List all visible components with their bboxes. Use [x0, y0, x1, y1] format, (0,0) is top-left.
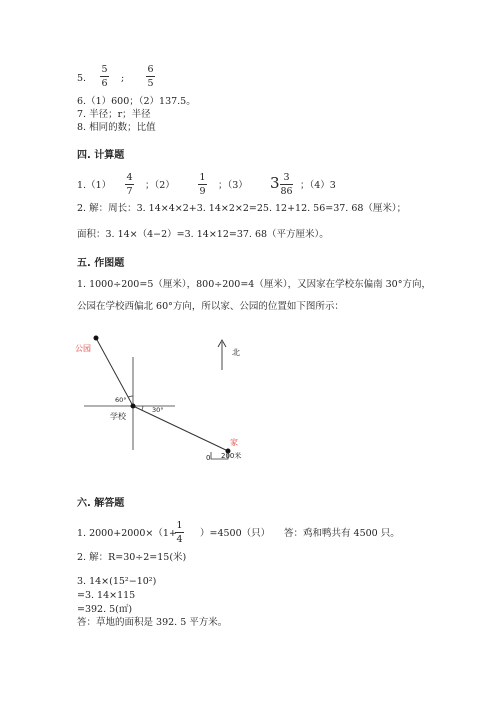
north-label: 北	[232, 348, 240, 357]
section-4-heading: 四. 计算题	[77, 150, 125, 161]
ans1-expression-start: 1. 2000+2000×（1+	[77, 528, 177, 539]
numerator: 6	[147, 64, 154, 75]
ans3-line1: 3. 14×(15²−10²)	[77, 576, 157, 587]
ans3-line2: =3. 14×115	[77, 590, 136, 601]
draw1-line2: 公园在学校西偏北 60°方向，所以家、公园的位置如下图所示：	[77, 301, 344, 312]
angle-60-label: 60°	[115, 396, 127, 404]
school-label: 学校	[110, 412, 126, 421]
calc1-part4: ；（4）3	[300, 180, 336, 191]
school-point	[131, 404, 136, 409]
school-to-home-line	[133, 406, 228, 451]
denominator: 6	[101, 78, 108, 89]
calc1-part3: ；（3）	[218, 180, 248, 191]
park-point	[94, 336, 99, 341]
calc1-part1: 1.（1）	[77, 180, 112, 191]
draw1-line1: 1. 1000÷200=5（厘米），800÷200=4（厘米），又因家在学校东偏南 30°方向，	[77, 279, 431, 290]
angle-30-label: 30°	[152, 406, 164, 414]
calc1-part2: ；（2）	[145, 180, 175, 191]
ans1-expression-end: ）=4500（只）	[200, 528, 271, 539]
section-6-heading: 六. 解答题	[77, 498, 125, 509]
calc1-mixed-whole: 3	[270, 174, 280, 192]
item6-answer: 6.（1）600；（2）137.5。	[77, 96, 196, 107]
park-label: 公园	[75, 344, 91, 353]
denominator: 86	[280, 186, 293, 197]
numerator: 3	[283, 172, 290, 183]
item8-answer: 8. 相同的数；比值	[77, 122, 156, 133]
scale-zero-label: 0	[206, 454, 211, 462]
item7-answer: 7. 半径；r；半径	[77, 109, 151, 120]
numerator: 5	[101, 64, 108, 75]
calc2-line: 2. 解：周长：3. 14×4×2+3. 14×2×2=25. 12+12. 56=37. 68（厘米）；	[77, 203, 407, 214]
angle-30-arc	[142, 406, 143, 410]
section-5-heading: 五. 作图题	[77, 258, 125, 269]
numerator: 1	[199, 172, 206, 183]
denominator: 9	[199, 186, 206, 197]
ans3-answer: 答：草地的面积是 392. 5 平方米。	[77, 617, 228, 628]
item5-separator: ;	[121, 73, 125, 84]
ans2-line: 2. 解：R=30÷2=15(米)	[77, 552, 187, 563]
ans3-line3: =392. 5(㎡)	[77, 604, 133, 615]
numerator: 4	[126, 172, 133, 183]
numerator: 1	[176, 520, 183, 531]
denominator: 4	[176, 534, 183, 545]
item5-number: 5.	[77, 73, 87, 84]
angle-60-arc	[129, 396, 134, 397]
calc3-line: 面积：3. 14×（4−2）=3. 14×12=37. 68（平方厘米）。	[77, 229, 329, 240]
scale-200m-label: 200米	[221, 452, 242, 460]
ans1-answer: 答：鸡和鸭共有 4500 只。	[284, 528, 400, 539]
ans1-fraction	[175, 520, 184, 545]
denominator: 5	[147, 78, 154, 89]
home-label: 家	[230, 438, 238, 447]
denominator: 7	[126, 186, 133, 197]
